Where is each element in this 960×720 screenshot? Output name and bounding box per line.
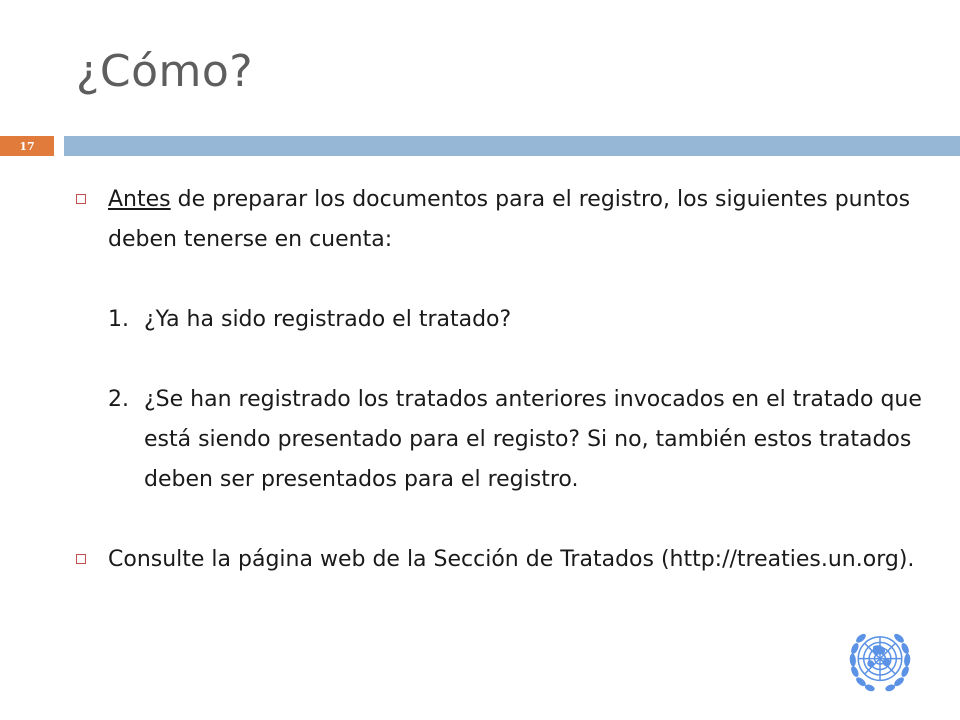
slide-title: ¿Cómo? — [76, 46, 254, 97]
item-text: ¿Ya ha sido registrado el tratado? — [144, 307, 512, 332]
slide-number-box — [0, 136, 54, 156]
item-number: 1. — [108, 307, 129, 332]
square-bullet-icon — [76, 194, 86, 204]
slide-number: 17 — [19, 139, 35, 153]
underlined-word: Antes — [108, 187, 171, 212]
bullet-item-antes — [72, 180, 922, 260]
header-divider-bar — [64, 136, 960, 156]
bullet-item-consulte — [72, 540, 922, 580]
un-emblem-logo — [846, 626, 914, 694]
slide-content — [72, 180, 922, 580]
bullet-text: de preparar los documentos para el registro, los siguientes puntos deben tenerse en cuenta: — [108, 187, 911, 252]
item-number: 2. — [108, 387, 129, 412]
numbered-item-1 — [72, 300, 922, 340]
item-text: ¿Se han registrado los tratados anteriores invocados en el tratado que está siendo presentado para el registo? Si no, también estos tratados deben ser presentados para el registro. — [144, 387, 922, 492]
bullet-text: Consulte la página web de la Sección de Tratados (http://treaties.un.org). — [108, 547, 915, 572]
numbered-item-2 — [72, 380, 922, 500]
square-bullet-icon — [76, 554, 86, 564]
